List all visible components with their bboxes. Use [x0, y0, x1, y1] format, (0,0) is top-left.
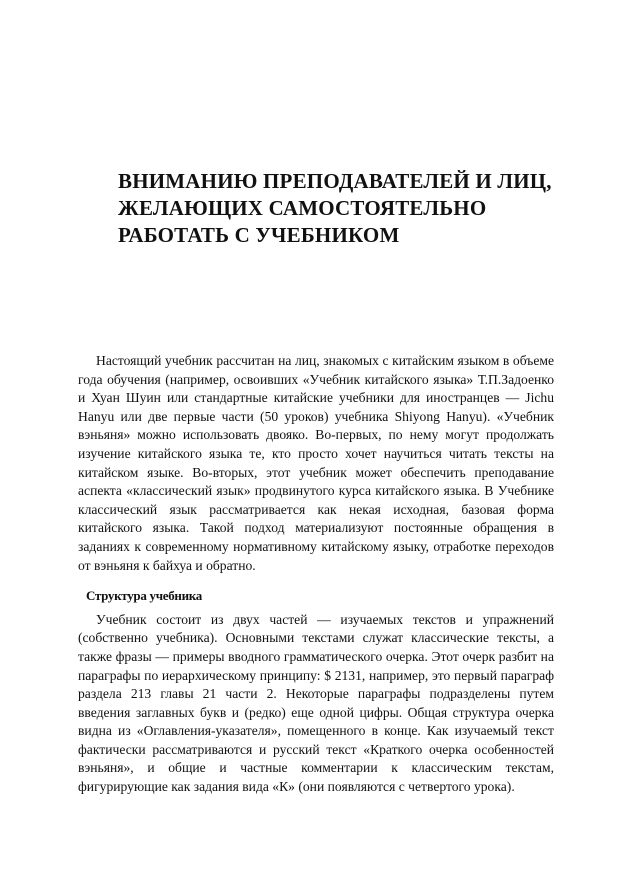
title-line-3: РАБОТАТЬ С УЧЕБНИКОМ	[118, 223, 400, 247]
page-title	[118, 168, 558, 249]
intro-paragraph: Настоящий учебник рассчитан на лиц, знакомых с китайским языком в объеме года обучения (например, освоивших «Учебник китайского языка» Т.П.Задоенко и Хуан Шуин или стандартные китайские учебники для иностранцев — Jichu Hanyu или две первые части (50 уроков) учебника Shiyong Hanyu). «Учебник вэньяня» можно использовать двояко. Во-первых, по нему могут продолжать изучение китайского языка те, кто просто хочет научиться читать тексты на китайском языке. Во-вторых, этот учебник может обеспечить преподавание аспекта «классический язык» продвинутого курса китайского языка. В Учебнике классический язык рассматривается как некая исходная, базовая форма китайского языка. Такой подход материализуют постоянные обращения в заданиях к современному нормативному китайскому языку, отработке переходов от вэньяня к байхуа и обратно.	[78, 353, 554, 573]
title-line-1: ВНИМАНИЮ ПРЕПОДАВАТЕЛЕЙ И ЛИЦ,	[118, 169, 552, 193]
body-text	[78, 352, 554, 797]
section-heading: Структура учебника	[86, 588, 202, 604]
title-line-2: ЖЕЛАЮЩИХ САМОСТОЯТЕЛЬНО	[118, 196, 487, 220]
structure-paragraph: Учебник состоит из двух частей — изучаемых текстов и упражнений (собственно учебника). Основными текстами служат классические тексты, а также фразы — примеры вводного грамматического очерка. Этот очерк разбит на параграфы по иерархическому принципу: $ 2131, например, это первый параграф раздела 213 главы 21 части 2. Некоторые параграфы подразделены путем введения заглавных букв и (редко) еще одной цифры. Общая структура очерка видна из «Оглавления-указателя», помещенного в конце. Как изучаемый текст фактически рассматриваются и русский текст «Краткого очерка особенностей вэньяня», и общие и частные комментарии к классическим текстам, фигурирующие как задания вида «К» (они появляются с четвертого урока).	[78, 611, 554, 795]
